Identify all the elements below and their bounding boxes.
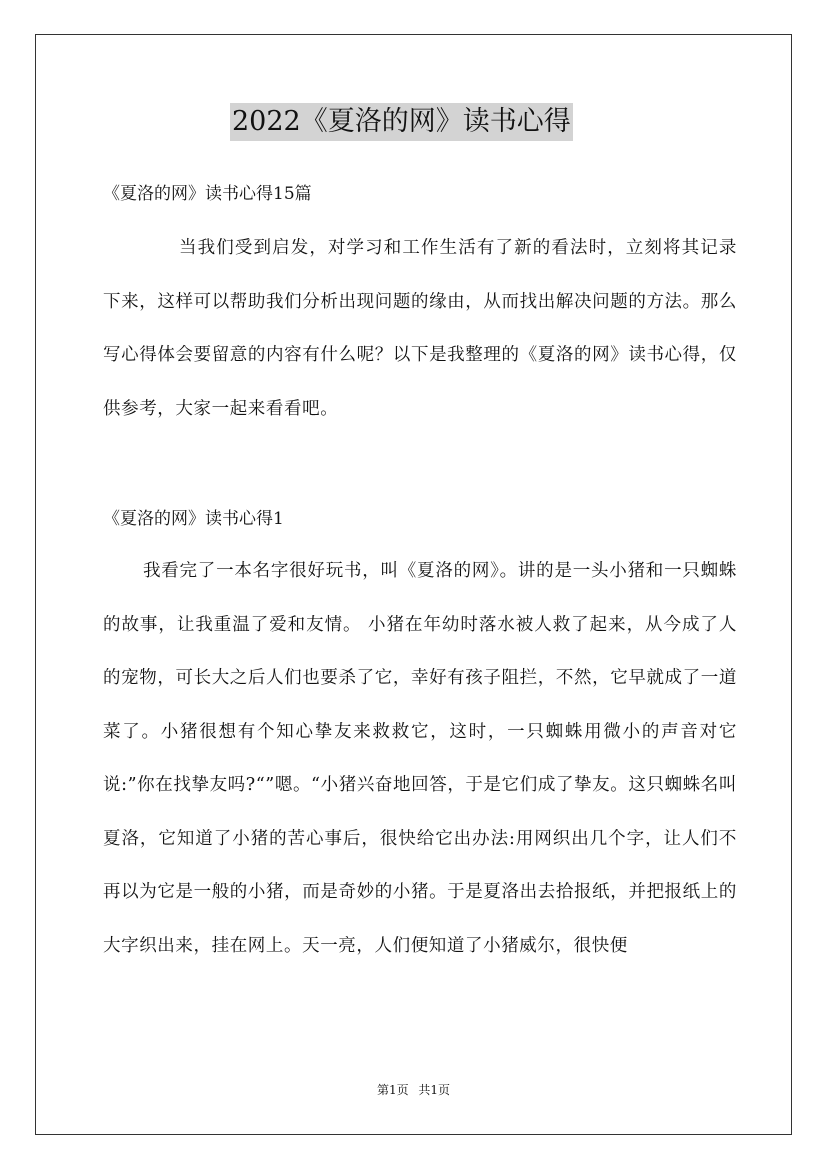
intro-paragraph: 当我们受到启发，对学习和工作生活有了新的看法时，立刻将其记录下来，这样可以帮助我们分析出现问题的缘由，从而找出解决问题的方法。那么写心得体会要留意的内容有什么呢？以下是我整理的《夏洛的网》读书心得，仅供参考，大家一起来看看吧。: [103, 238, 737, 419]
section-body-paragraph: 我看完了一本名字很好玩书，叫《夏洛的网》。讲的是一头小猪和一只蜘蛛的故事，让我重温了爱和友情。 小猪在年幼时落水被人救了起来，从今成了人的宠物，可长大之后人们也要杀了它，幸好有孩子阻拦，不然，它早就成了一道菜了。小猪很想有个知心挚友来救救它，这时，一只蜘蛛用微小的声音对它说:”你在找挚友吗?“”嗯。“小猪兴奋地回答，于是它们成了挚友。这只蜘蛛名叫夏洛，它知道了小猪的苦心事后，很快给它出办法:用网织出几个字，让人们不再以为它是一般的小猪，而是奇妙的小猪。于是夏洛出去拾报纸，并把报纸上的大字织出来，挂在网上。天一亮，人们便知道了小猪威尔，很快便: [103, 561, 737, 956]
page-footer: [0, 1082, 827, 1098]
page-total: 共1页: [418, 1083, 451, 1097]
page-number: 第1页: [376, 1083, 409, 1097]
section-heading: 《夏洛的网》读书心得1: [103, 509, 284, 529]
document-title: 2022《夏洛的网》读书心得: [230, 103, 573, 141]
document-subtitle: 《夏洛的网》读书心得15篇: [103, 184, 312, 204]
